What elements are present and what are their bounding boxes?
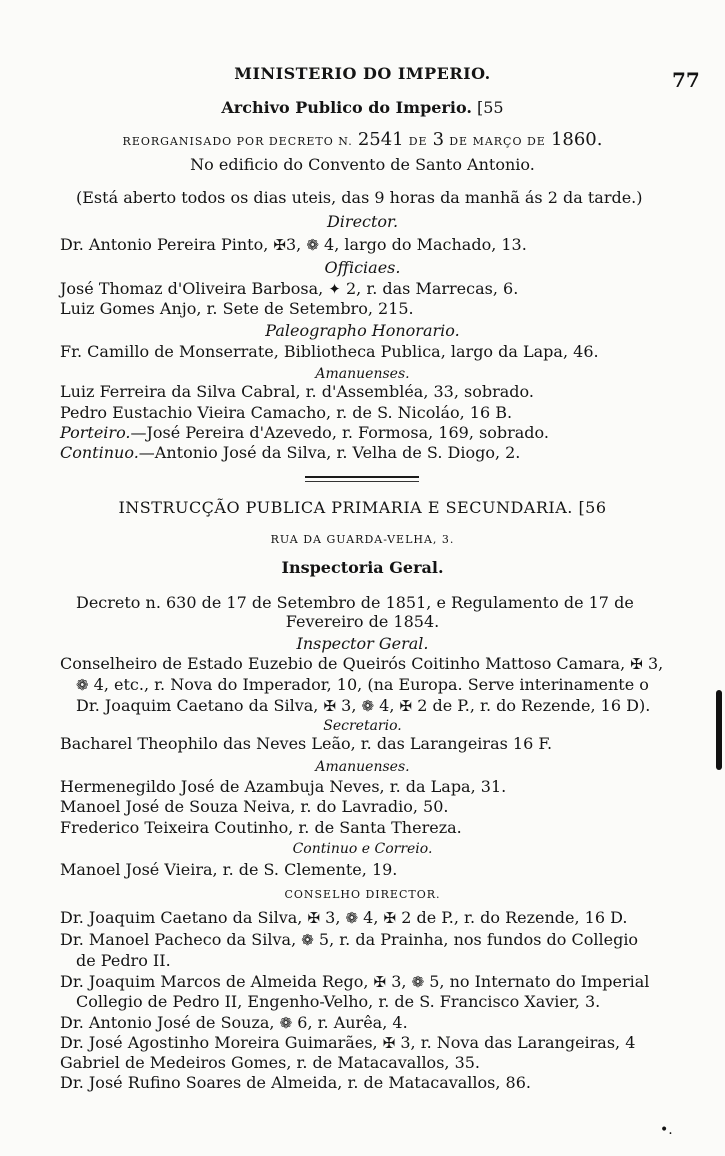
instruction-title: INSTRUCÇÃO PUBLICA PRIMARIA E SECUNDARIA. <box>118 498 573 517</box>
archive-official-2: Luiz Gomes Anjo, r. Sete de Setembro, 215. <box>60 299 414 318</box>
archive-director-heading: Director. <box>326 212 399 231</box>
footer-marks: •. <box>660 1122 673 1138</box>
instruction-clerk-2: Manoel José de Souza Neiva, r. do Lavradio, 50. <box>60 797 449 816</box>
secretary: Bacharel Theophilo das Neves Leão, r. das Larangeiras 16 F. <box>60 734 553 753</box>
messenger-heading: Continuo e Correio. <box>292 841 433 857</box>
inspectoria-heading: Inspectoria Geral. <box>281 558 444 577</box>
binding-edge-mark <box>716 690 722 770</box>
archive-title-row <box>0 98 725 118</box>
archive-official-1: José Thomaz d'Oliveira Barbosa, ✦ 2, r. das Marrecas, 6. <box>60 279 519 298</box>
inspector-line-2: ❁ 4, etc., r. Nova do Imperador, 10, (na Europa. Serve interinamente o <box>76 675 649 694</box>
council-member-6: Gabriel de Medeiros Gomes, r. de Matacavallos, 35. <box>60 1053 481 1072</box>
rose-icon: ❁ <box>345 909 359 927</box>
archive-clerk-2: Pedro Eustachio Vieira Camacho, r. de S. Nicoláo, 16 B. <box>60 403 513 422</box>
rose-icon: ❁ <box>306 236 319 254</box>
instruction-clerk-3: Frederico Teixeira Coutinho, r. de Santa Thereza. <box>60 818 462 837</box>
archive-clerks-heading: Amanuenses. <box>315 366 410 382</box>
rose-icon: ❁ <box>301 931 314 949</box>
cross-icon: ✠ <box>399 697 413 715</box>
council-member-2-cont: de Pedro II. <box>76 951 171 970</box>
instruction-ref: [56 <box>578 498 607 517</box>
rose-icon: ❁ <box>411 973 425 991</box>
council-member-3: Dr. Joaquim Marcos de Almeida Rego, ✠ 3, ❁ 5, no Internato do Imperial <box>60 972 650 991</box>
council-member-5: Dr. José Agostinho Moreira Guimarães, ✠ 3, r. Nova das Larangeiras, 4 <box>60 1033 636 1052</box>
instruction-clerks-heading: Amanuenses. <box>315 759 410 775</box>
instruction-decree-1: Decreto n. 630 de 17 de Setembro de 1851, e Regulamento de 17 de <box>76 593 634 612</box>
archive-decree: REORGANISADO POR DECRETO N. 2541 DE 3 DE MARÇO DE 1860. <box>122 129 603 150</box>
archive-ref: [55 <box>477 98 504 117</box>
council-member-3-cont: Collegio de Pedro II, Engenho-Velho, r. de S. Francisco Xavier, 3. <box>76 992 601 1011</box>
archive-messenger: Continuo.—Antonio José da Silva, r. Velha de S. Diogo, 2. <box>60 443 521 462</box>
instruction-clerk-1: Hermenegildo José de Azambuja Neves, r. da Lapa, 31. <box>60 777 507 796</box>
council-heading: CONSELHO DIRECTOR. <box>284 888 441 901</box>
instruction-address: RUA DA GUARDA-VELHA, 3. <box>270 533 455 546</box>
inspector-line-3: Dr. Joaquim Caetano da Silva, ✠ 3, ❁ 4, ✠ 2 de P., r. do Rezende, 16 D). <box>76 696 651 715</box>
rose-icon: ❁ <box>76 676 89 694</box>
council-member-4: Dr. Antonio José de Souza, ❁ 6, r. Aurêa, 4. <box>60 1013 408 1032</box>
archive-title: Archivo Publico do Imperio. <box>221 98 472 117</box>
page-number: 77 <box>672 68 700 92</box>
star-icon: ✦ <box>328 280 341 298</box>
instruction-messenger: Manoel José Vieira, r. de S. Clemente, 19. <box>60 860 398 879</box>
cross-icon: ✠ <box>382 1034 396 1052</box>
archive-hours: (Está aberto todos os dias uteis, das 9 horas da manhã ás 2 da tarde.) <box>76 188 643 207</box>
cross-icon: ✠ <box>373 973 387 991</box>
cross-icon: ✠ <box>383 909 397 927</box>
cross-icon: ✠ <box>307 909 321 927</box>
rose-icon: ❁ <box>361 697 375 715</box>
section-divider <box>305 476 419 478</box>
cross-icon: ✠ <box>273 236 286 254</box>
council-member-2: Dr. Manoel Pacheco da Silva, ❁ 5, r. da Prainha, nos fundos do Collegio <box>60 930 639 949</box>
council-member-7: Dr. José Rufino Soares de Almeida, r. de Matacavallos, 86. <box>60 1073 531 1092</box>
archive-director: Dr. Antonio Pereira Pinto, ✠3, ❁ 4, largo do Machado, 13. <box>60 235 527 254</box>
secretary-heading: Secretario. <box>323 718 402 734</box>
inspector-line-1: Conselheiro de Estado Euzebio de Queirós Coitinho Mattoso Camara, ✠ 3, <box>60 654 664 673</box>
council-member-1: Dr. Joaquim Caetano da Silva, ✠ 3, ❁ 4, ✠ 2 de P., r. do Rezende, 16 D. <box>60 908 628 927</box>
instruction-decree-2: Fevereiro de 1854. <box>285 612 440 631</box>
archive-paleographer-heading: Paleographo Honorario. <box>265 321 460 340</box>
cross-icon: ✠ <box>323 697 337 715</box>
archive-location: No edificio do Convento de Santo Antonio. <box>190 155 535 174</box>
cross-icon: ✠ <box>630 655 643 673</box>
archive-porter: Porteiro.—José Pereira d'Azevedo, r. Formosa, 169, sobrado. <box>60 423 549 442</box>
archive-clerk-1: Luiz Ferreira da Silva Cabral, r. d'Assembléa, 33, sobrado. <box>60 382 534 401</box>
running-title: MINISTERIO DO IMPERIO. <box>234 64 491 83</box>
section-divider-thin <box>305 481 419 482</box>
archive-officials-heading: Officiaes. <box>324 258 401 277</box>
inspector-heading: Inspector Geral. <box>296 634 429 653</box>
archive-paleographer: Fr. Camillo de Monserrate, Bibliotheca Publica, largo da Lapa, 46. <box>60 342 599 361</box>
instruction-title-row <box>0 498 725 518</box>
rose-icon: ❁ <box>279 1014 293 1032</box>
